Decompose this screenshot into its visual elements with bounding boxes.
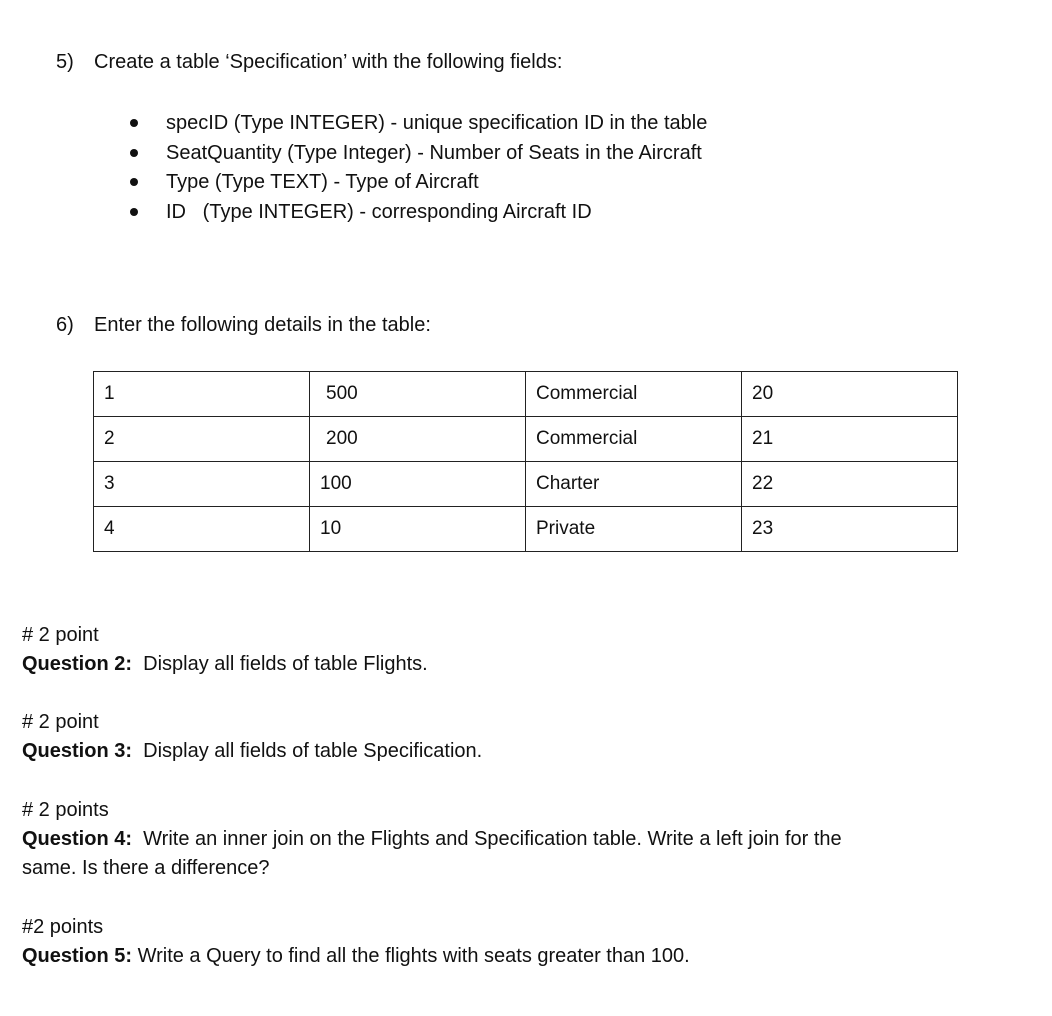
list-item bbox=[128, 140, 707, 170]
section-5-text: Create a table ‘Specification’ with the following fields: bbox=[94, 51, 563, 73]
table-cell: Charter bbox=[526, 462, 742, 507]
question-4 bbox=[22, 796, 842, 883]
table-cell: 10 bbox=[310, 507, 526, 552]
field-text: SeatQuantity (Type Integer) - Number of Seats in the Aircraft bbox=[166, 141, 702, 164]
question-text: Write a Query to find all the flights with seats greater than 100. bbox=[137, 945, 690, 967]
table-cell: Commercial bbox=[526, 372, 742, 417]
table-cell: 100 bbox=[310, 462, 526, 507]
table-cell: Private bbox=[526, 507, 742, 552]
section-6-text: Enter the following details in the table: bbox=[94, 314, 431, 336]
table-cell: 200 bbox=[310, 417, 526, 462]
section-6-heading bbox=[56, 314, 431, 337]
question-label: Question 3: bbox=[22, 740, 133, 762]
question-text: Display all fields of table Specification. bbox=[143, 740, 483, 762]
specification-table bbox=[93, 371, 958, 552]
question-label: Question 5: bbox=[22, 945, 133, 967]
section-6-number: 6) bbox=[56, 314, 74, 336]
list-item bbox=[128, 110, 707, 140]
section-5-number: 5) bbox=[56, 51, 74, 73]
question-2 bbox=[22, 621, 428, 679]
table-cell: 500 bbox=[310, 372, 526, 417]
bullet-icon bbox=[130, 119, 138, 127]
table-cell: 21 bbox=[742, 417, 958, 462]
table-row bbox=[94, 417, 958, 462]
table-cell: Commercial bbox=[526, 417, 742, 462]
table-row bbox=[94, 507, 958, 552]
table-cell: 1 bbox=[94, 372, 310, 417]
section-5-heading bbox=[56, 51, 562, 74]
question-points: # 2 points bbox=[22, 799, 109, 821]
table-cell: 3 bbox=[94, 462, 310, 507]
bullet-icon bbox=[130, 178, 138, 186]
question-5 bbox=[22, 913, 690, 971]
question-label: Question 4: bbox=[22, 828, 133, 850]
table-cell: 2 bbox=[94, 417, 310, 462]
table-row bbox=[94, 372, 958, 417]
question-points: # 2 point bbox=[22, 624, 99, 646]
question-text: Write an inner join on the Flights and Specification table. Write a left join for the bbox=[143, 828, 842, 850]
question-text: Display all fields of table Flights. bbox=[143, 653, 428, 675]
field-text: Type (Type TEXT) - Type of Aircraft bbox=[166, 171, 479, 193]
field-list bbox=[128, 110, 707, 228]
table-row bbox=[94, 462, 958, 507]
field-text: ID (Type INTEGER) - corresponding Aircraft ID bbox=[166, 200, 592, 223]
list-item bbox=[128, 169, 707, 199]
bullet-icon bbox=[130, 208, 138, 216]
list-item bbox=[128, 199, 707, 229]
table-cell: 4 bbox=[94, 507, 310, 552]
question-points: # 2 point bbox=[22, 711, 99, 733]
question-text-continued: same. Is there a difference? bbox=[22, 857, 270, 879]
table-cell: 20 bbox=[742, 372, 958, 417]
question-3 bbox=[22, 708, 482, 766]
bullet-icon bbox=[130, 149, 138, 157]
table-cell: 22 bbox=[742, 462, 958, 507]
field-text: specID (Type INTEGER) - unique specification ID in the table bbox=[166, 112, 708, 134]
question-points: #2 points bbox=[22, 916, 104, 938]
table-cell: 23 bbox=[742, 507, 958, 552]
question-label: Question 2: bbox=[22, 653, 133, 675]
